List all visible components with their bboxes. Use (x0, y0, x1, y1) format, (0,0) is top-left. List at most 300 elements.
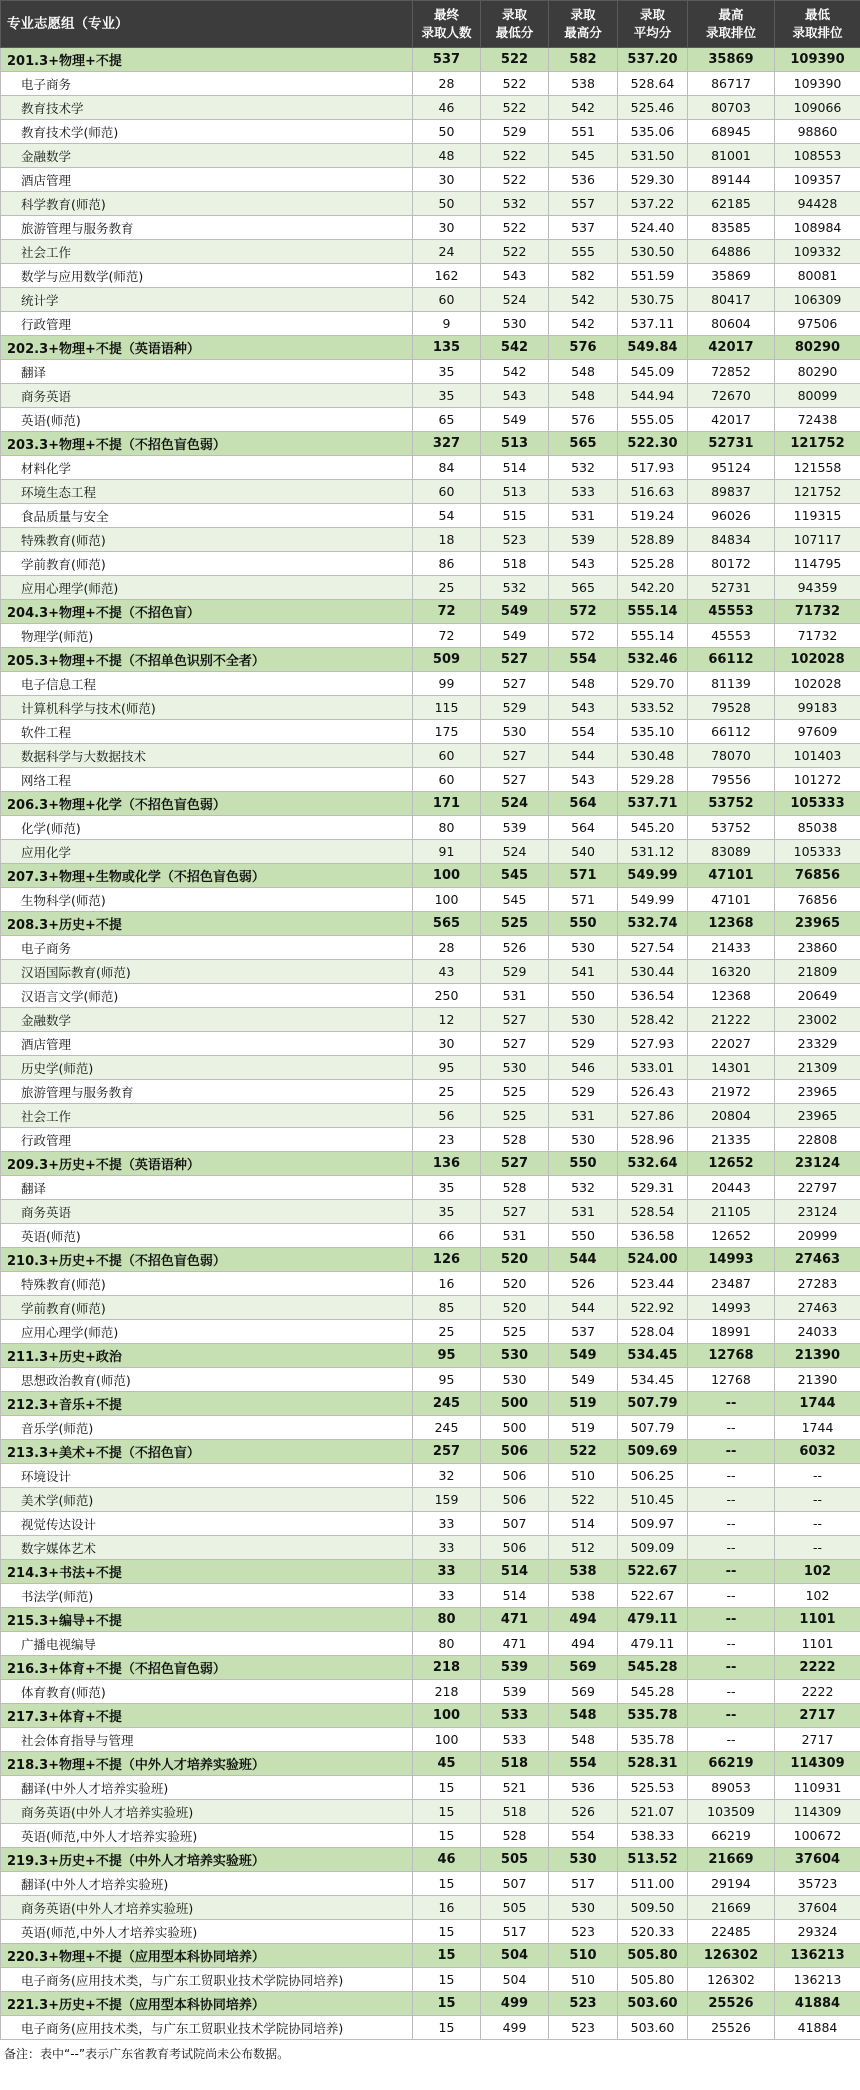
min-score-cell: 506 (481, 1464, 549, 1488)
admitted-count-cell: 95 (413, 1056, 481, 1080)
max-score-cell: 571 (549, 864, 618, 888)
low-rank-cell: 20649 (775, 984, 860, 1008)
top-rank-cell: 84834 (688, 528, 775, 552)
major-name-cell: 219.3+历史+不提（中外人才培养实验班） (1, 1848, 413, 1872)
avg-score-cell: 507.79 (618, 1392, 688, 1416)
avg-score-cell: 534.45 (618, 1368, 688, 1392)
header-low-rank-line1: 最低 (804, 7, 830, 22)
min-score-cell: 471 (481, 1632, 549, 1656)
avg-score-cell: 536.58 (618, 1224, 688, 1248)
max-score-cell: 551 (549, 120, 618, 144)
top-rank-cell: 42017 (688, 336, 775, 360)
major-row (1, 1272, 860, 1296)
low-rank-cell: 107117 (775, 528, 860, 552)
header-row (1, 1, 860, 48)
admitted-count-cell: 80 (413, 816, 481, 840)
avg-score-cell: 549.84 (618, 336, 688, 360)
low-rank-cell: 41884 (775, 2016, 860, 2040)
low-rank-cell: 108984 (775, 216, 860, 240)
admitted-count-cell: 15 (413, 1776, 481, 1800)
max-score-cell: 545 (549, 144, 618, 168)
major-name-cell: 思想政治教育(师范) (1, 1368, 413, 1392)
avg-score-cell: 537.11 (618, 312, 688, 336)
avg-score-cell: 535.06 (618, 120, 688, 144)
avg-score-cell: 545.28 (618, 1680, 688, 1704)
major-row (1, 72, 860, 96)
max-score-cell: 523 (549, 1992, 618, 2016)
major-row (1, 744, 860, 768)
admitted-count-cell: 33 (413, 1584, 481, 1608)
admitted-count-cell: 30 (413, 216, 481, 240)
admitted-count-cell: 15 (413, 1872, 481, 1896)
avg-score-cell: 522.30 (618, 432, 688, 456)
admitted-count-cell: 15 (413, 1968, 481, 1992)
min-score-cell: 520 (481, 1296, 549, 1320)
admitted-count-cell: 126 (413, 1248, 481, 1272)
low-rank-cell: 21809 (775, 960, 860, 984)
min-score-cell: 532 (481, 576, 549, 600)
major-name-cell: 统计学 (1, 288, 413, 312)
avg-score-cell: 506.25 (618, 1464, 688, 1488)
min-score-cell: 532 (481, 192, 549, 216)
min-score-cell: 524 (481, 840, 549, 864)
avg-score-cell: 528.89 (618, 528, 688, 552)
major-row (1, 1176, 860, 1200)
avg-score-cell: 528.96 (618, 1128, 688, 1152)
major-name-cell: 数学与应用数学(师范) (1, 264, 413, 288)
max-score-cell: 530 (549, 1848, 618, 1872)
major-row (1, 624, 860, 648)
admitted-count-cell: 32 (413, 1464, 481, 1488)
top-rank-cell: 21222 (688, 1008, 775, 1032)
avg-score-cell: 545.20 (618, 816, 688, 840)
admitted-count-cell: 25 (413, 576, 481, 600)
max-score-cell: 569 (549, 1680, 618, 1704)
low-rank-cell: 106309 (775, 288, 860, 312)
low-rank-cell: 23002 (775, 1008, 860, 1032)
top-rank-cell: 83089 (688, 840, 775, 864)
max-score-cell: 523 (549, 1920, 618, 1944)
top-rank-cell: -- (688, 1560, 775, 1584)
low-rank-cell: 102 (775, 1584, 860, 1608)
group-row (1, 1608, 860, 1632)
major-name-cell: 体育教育(师范) (1, 1680, 413, 1704)
low-rank-cell: 35723 (775, 1872, 860, 1896)
min-score-cell: 513 (481, 480, 549, 504)
group-row (1, 1152, 860, 1176)
major-name-cell: 翻译 (1, 1176, 413, 1200)
admitted-count-cell: 65 (413, 408, 481, 432)
max-score-cell: 531 (549, 1200, 618, 1224)
admitted-count-cell: 35 (413, 1176, 481, 1200)
major-name-cell: 汉语国际教育(师范) (1, 960, 413, 984)
low-rank-cell: 37604 (775, 1848, 860, 1872)
major-row (1, 1488, 860, 1512)
major-name-cell: 214.3+书法+不提 (1, 1560, 413, 1584)
low-rank-cell: 102 (775, 1560, 860, 1584)
avg-score-cell: 528.54 (618, 1200, 688, 1224)
major-name-cell: 化学(师范) (1, 816, 413, 840)
low-rank-cell: -- (775, 1464, 860, 1488)
top-rank-cell: -- (688, 1416, 775, 1440)
major-name-cell: 203.3+物理+不提（不招色盲色弱） (1, 432, 413, 456)
max-score-cell: 529 (549, 1080, 618, 1104)
low-rank-cell: 80081 (775, 264, 860, 288)
major-name-cell: 特殊教育(师范) (1, 1272, 413, 1296)
max-score-cell: 532 (549, 1176, 618, 1200)
top-rank-cell: -- (688, 1728, 775, 1752)
top-rank-cell: 83585 (688, 216, 775, 240)
min-score-cell: 545 (481, 888, 549, 912)
major-row (1, 1800, 860, 1824)
major-name-cell: 202.3+物理+不提（英语语种） (1, 336, 413, 360)
avg-score-cell: 527.86 (618, 1104, 688, 1128)
avg-score-cell: 511.00 (618, 1872, 688, 1896)
admitted-count-cell: 15 (413, 1920, 481, 1944)
major-name-cell: 201.3+物理+不提 (1, 48, 413, 72)
min-score-cell: 500 (481, 1392, 549, 1416)
low-rank-cell: 94359 (775, 576, 860, 600)
min-score-cell: 525 (481, 1080, 549, 1104)
top-rank-cell: -- (688, 1704, 775, 1728)
top-rank-cell: 52731 (688, 576, 775, 600)
admitted-count-cell: 218 (413, 1680, 481, 1704)
avg-score-cell: 522.67 (618, 1560, 688, 1584)
top-rank-cell: -- (688, 1464, 775, 1488)
major-name-cell: 205.3+物理+不提（不招单色识别不全者） (1, 648, 413, 672)
major-name-cell: 翻译(中外人才培养实验班) (1, 1776, 413, 1800)
major-row (1, 552, 860, 576)
admitted-count-cell: 565 (413, 912, 481, 936)
max-score-cell: 541 (549, 960, 618, 984)
max-score-cell: 510 (549, 1968, 618, 1992)
header-max-score (549, 1, 618, 48)
major-row (1, 1032, 860, 1056)
low-rank-cell: 1101 (775, 1632, 860, 1656)
major-name-cell: 社会体育指导与管理 (1, 1728, 413, 1752)
major-name-cell: 数据科学与大数据技术 (1, 744, 413, 768)
low-rank-cell: -- (775, 1512, 860, 1536)
major-name-cell: 酒店管理 (1, 168, 413, 192)
top-rank-cell: 103509 (688, 1800, 775, 1824)
admitted-count-cell: 159 (413, 1488, 481, 1512)
admitted-count-cell: 250 (413, 984, 481, 1008)
low-rank-cell: 110931 (775, 1776, 860, 1800)
group-row (1, 48, 860, 72)
min-score-cell: 514 (481, 1560, 549, 1584)
low-rank-cell: 108553 (775, 144, 860, 168)
avg-score-cell: 479.11 (618, 1608, 688, 1632)
header-min-score-line2: 最低分 (495, 25, 534, 40)
group-row (1, 1440, 860, 1464)
max-score-cell: 538 (549, 1584, 618, 1608)
low-rank-cell: 114795 (775, 552, 860, 576)
min-score-cell: 517 (481, 1920, 549, 1944)
low-rank-cell: 37604 (775, 1896, 860, 1920)
header-top-rank-line2: 录取排位 (705, 25, 756, 40)
max-score-cell: 494 (549, 1632, 618, 1656)
major-row (1, 1920, 860, 1944)
group-row (1, 1248, 860, 1272)
major-row (1, 1224, 860, 1248)
min-score-cell: 522 (481, 48, 549, 72)
min-score-cell: 507 (481, 1872, 549, 1896)
top-rank-cell: 79528 (688, 696, 775, 720)
avg-score-cell: 525.46 (618, 96, 688, 120)
major-name-cell: 应用心理学(师范) (1, 1320, 413, 1344)
avg-score-cell: 535.10 (618, 720, 688, 744)
admitted-count-cell: 23 (413, 1128, 481, 1152)
group-row (1, 1560, 860, 1584)
major-name-cell: 翻译 (1, 360, 413, 384)
admitted-count-cell: 25 (413, 1320, 481, 1344)
max-score-cell: 550 (549, 984, 618, 1008)
major-name-cell: 金融数学 (1, 1008, 413, 1032)
admitted-count-cell: 175 (413, 720, 481, 744)
max-score-cell: 554 (549, 720, 618, 744)
major-row (1, 264, 860, 288)
low-rank-cell: -- (775, 1488, 860, 1512)
avg-score-cell: 503.60 (618, 2016, 688, 2040)
admitted-count-cell: 33 (413, 1512, 481, 1536)
major-name-cell: 221.3+历史+不提（应用型本科协同培养） (1, 1992, 413, 2016)
major-name-cell: 书法学(师范) (1, 1584, 413, 1608)
min-score-cell: 523 (481, 528, 549, 552)
max-score-cell: 582 (549, 48, 618, 72)
major-name-cell: 特殊教育(师范) (1, 528, 413, 552)
low-rank-cell: 109390 (775, 72, 860, 96)
major-name-cell: 教育技术学 (1, 96, 413, 120)
low-rank-cell: 1744 (775, 1416, 860, 1440)
top-rank-cell: -- (688, 1488, 775, 1512)
major-name-cell: 应用化学 (1, 840, 413, 864)
group-row (1, 1848, 860, 1872)
major-name-cell: 物理学(师范) (1, 624, 413, 648)
top-rank-cell: 35869 (688, 48, 775, 72)
low-rank-cell: 23860 (775, 936, 860, 960)
min-score-cell: 525 (481, 1104, 549, 1128)
major-row (1, 288, 860, 312)
top-rank-cell: -- (688, 1680, 775, 1704)
admitted-count-cell: 115 (413, 696, 481, 720)
top-rank-cell: 96026 (688, 504, 775, 528)
admitted-count-cell: 100 (413, 888, 481, 912)
min-score-cell: 542 (481, 336, 549, 360)
admitted-count-cell: 86 (413, 552, 481, 576)
major-name-cell: 社会工作 (1, 240, 413, 264)
major-row (1, 768, 860, 792)
max-score-cell: 538 (549, 1560, 618, 1584)
top-rank-cell: 21105 (688, 1200, 775, 1224)
max-score-cell: 510 (549, 1464, 618, 1488)
min-score-cell: 539 (481, 1680, 549, 1704)
top-rank-cell: 78070 (688, 744, 775, 768)
top-rank-cell: -- (688, 1608, 775, 1632)
avg-score-cell: 537.20 (618, 48, 688, 72)
min-score-cell: 529 (481, 120, 549, 144)
admitted-count-cell: 30 (413, 168, 481, 192)
major-row (1, 1296, 860, 1320)
avg-score-cell: 544.94 (618, 384, 688, 408)
min-score-cell: 506 (481, 1440, 549, 1464)
min-score-cell: 522 (481, 168, 549, 192)
min-score-cell: 527 (481, 1008, 549, 1032)
min-score-cell: 543 (481, 384, 549, 408)
max-score-cell: 548 (549, 1728, 618, 1752)
avg-score-cell: 531.50 (618, 144, 688, 168)
group-row (1, 912, 860, 936)
admitted-count-cell: 171 (413, 792, 481, 816)
max-score-cell: 519 (549, 1416, 618, 1440)
major-row (1, 672, 860, 696)
avg-score-cell: 507.79 (618, 1416, 688, 1440)
max-score-cell: 564 (549, 792, 618, 816)
min-score-cell: 521 (481, 1776, 549, 1800)
admitted-count-cell: 16 (413, 1272, 481, 1296)
major-name-cell: 金融数学 (1, 144, 413, 168)
group-row (1, 1944, 860, 1968)
admitted-count-cell: 60 (413, 744, 481, 768)
admitted-count-cell: 135 (413, 336, 481, 360)
header-min-score (481, 1, 549, 48)
avg-score-cell: 519.24 (618, 504, 688, 528)
min-score-cell: 542 (481, 360, 549, 384)
footnote: 备注：表中“--”表示广东省教育考试院尚未公布数据。 (4, 2047, 290, 2061)
group-row (1, 648, 860, 672)
group-row (1, 1992, 860, 2016)
low-rank-cell: 80290 (775, 336, 860, 360)
low-rank-cell: 114309 (775, 1800, 860, 1824)
top-rank-cell: 52731 (688, 432, 775, 456)
major-name-cell: 商务英语 (1, 384, 413, 408)
max-score-cell: 544 (549, 1296, 618, 1320)
group-row (1, 1704, 860, 1728)
low-rank-cell: 119315 (775, 504, 860, 528)
admitted-count-cell: 48 (413, 144, 481, 168)
major-row (1, 1512, 860, 1536)
low-rank-cell: 100672 (775, 1824, 860, 1848)
major-name-cell: 翻译(中外人才培养实验班) (1, 1872, 413, 1896)
min-score-cell: 505 (481, 1896, 549, 1920)
major-name-cell: 环境生态工程 (1, 480, 413, 504)
max-score-cell: 576 (549, 408, 618, 432)
major-row (1, 1104, 860, 1128)
admitted-count-cell: 33 (413, 1560, 481, 1584)
header-max-score-line1: 录取 (570, 7, 596, 22)
admitted-count-cell: 35 (413, 384, 481, 408)
major-name-cell: 行政管理 (1, 1128, 413, 1152)
admitted-count-cell: 35 (413, 1200, 481, 1224)
max-score-cell: 526 (549, 1800, 618, 1824)
low-rank-cell: 80099 (775, 384, 860, 408)
avg-score-cell: 545.09 (618, 360, 688, 384)
admitted-count-cell: 66 (413, 1224, 481, 1248)
top-rank-cell: 80417 (688, 288, 775, 312)
admitted-count-cell: 50 (413, 192, 481, 216)
admitted-count-cell: 136 (413, 1152, 481, 1176)
max-score-cell: 530 (549, 1008, 618, 1032)
max-score-cell: 546 (549, 1056, 618, 1080)
min-score-cell: 526 (481, 936, 549, 960)
min-score-cell: 507 (481, 1512, 549, 1536)
low-rank-cell: 101403 (775, 744, 860, 768)
max-score-cell: 523 (549, 2016, 618, 2040)
min-score-cell: 530 (481, 1368, 549, 1392)
min-score-cell: 513 (481, 432, 549, 456)
major-row (1, 1728, 860, 1752)
min-score-cell: 527 (481, 1152, 549, 1176)
max-score-cell: 572 (549, 600, 618, 624)
low-rank-cell: 97506 (775, 312, 860, 336)
low-rank-cell: 97609 (775, 720, 860, 744)
top-rank-cell: 12368 (688, 984, 775, 1008)
top-rank-cell: 95124 (688, 456, 775, 480)
top-rank-cell: 80604 (688, 312, 775, 336)
top-rank-cell: 80172 (688, 552, 775, 576)
max-score-cell: 522 (549, 1488, 618, 1512)
admitted-count-cell: 162 (413, 264, 481, 288)
major-name-cell: 汉语言文学(师范) (1, 984, 413, 1008)
low-rank-cell: 109390 (775, 48, 860, 72)
avg-score-cell: 536.54 (618, 984, 688, 1008)
major-row (1, 1464, 860, 1488)
group-row (1, 1344, 860, 1368)
low-rank-cell: 27463 (775, 1248, 860, 1272)
min-score-cell: 522 (481, 240, 549, 264)
max-score-cell: 548 (549, 1704, 618, 1728)
major-row (1, 1776, 860, 1800)
admitted-count-cell: 50 (413, 120, 481, 144)
low-rank-cell: 6032 (775, 1440, 860, 1464)
major-row (1, 1680, 860, 1704)
top-rank-cell: 14993 (688, 1296, 775, 1320)
top-rank-cell: 64886 (688, 240, 775, 264)
min-score-cell: 528 (481, 1176, 549, 1200)
low-rank-cell: 21390 (775, 1344, 860, 1368)
max-score-cell: 565 (549, 432, 618, 456)
major-name-cell: 215.3+编导+不提 (1, 1608, 413, 1632)
avg-score-cell: 549.99 (618, 888, 688, 912)
major-row (1, 888, 860, 912)
admitted-count-cell: 85 (413, 1296, 481, 1320)
top-rank-cell: 21335 (688, 1128, 775, 1152)
avg-score-cell: 516.63 (618, 480, 688, 504)
avg-score-cell: 534.45 (618, 1344, 688, 1368)
max-score-cell: 554 (549, 648, 618, 672)
max-score-cell: 539 (549, 528, 618, 552)
major-row (1, 312, 860, 336)
min-score-cell: 471 (481, 1608, 549, 1632)
top-rank-cell: 53752 (688, 816, 775, 840)
min-score-cell: 539 (481, 816, 549, 840)
major-name-cell: 204.3+物理+不提（不招色盲） (1, 600, 413, 624)
major-name-cell: 商务英语 (1, 1200, 413, 1224)
major-name-cell: 学前教育(师范) (1, 1296, 413, 1320)
avg-score-cell: 535.78 (618, 1728, 688, 1752)
admitted-count-cell: 72 (413, 624, 481, 648)
low-rank-cell: 102028 (775, 648, 860, 672)
admitted-count-cell: 16 (413, 1896, 481, 1920)
low-rank-cell: 1101 (775, 1608, 860, 1632)
admitted-count-cell: 15 (413, 1992, 481, 2016)
avg-score-cell: 509.09 (618, 1536, 688, 1560)
low-rank-cell: 121752 (775, 480, 860, 504)
min-score-cell: 520 (481, 1248, 549, 1272)
top-rank-cell: 45553 (688, 600, 775, 624)
low-rank-cell: 23965 (775, 912, 860, 936)
max-score-cell: 565 (549, 576, 618, 600)
avg-score-cell: 532.74 (618, 912, 688, 936)
